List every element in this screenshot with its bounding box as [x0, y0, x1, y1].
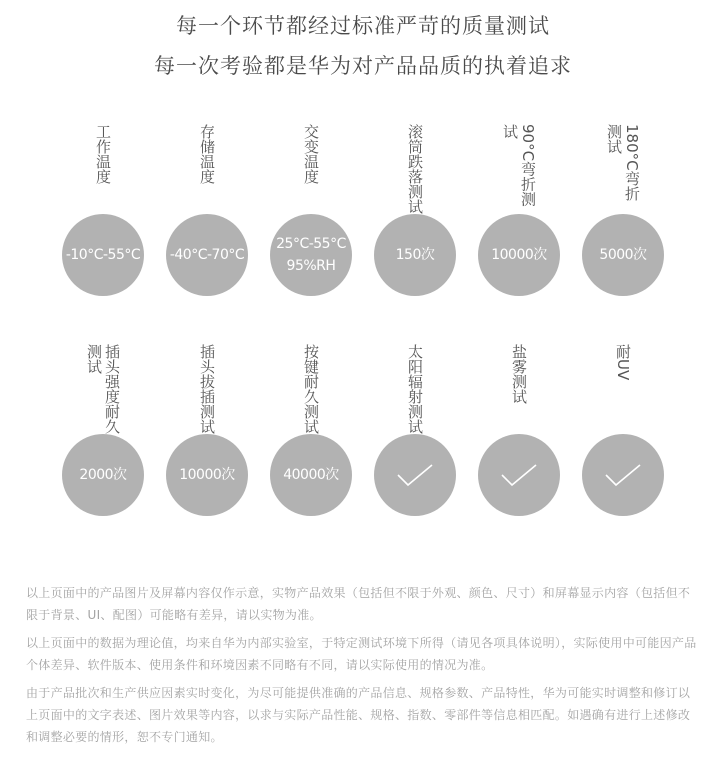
test-label: 太阳辐射测试 — [406, 344, 424, 434]
test-value: 10000次 — [491, 247, 547, 263]
test-item-90-bend — [474, 124, 564, 304]
test-item-180-bend — [578, 124, 668, 304]
test-value-circle — [478, 214, 560, 296]
test-label: 滚筒跌落测试 — [406, 124, 424, 214]
test-item-solar-radiation — [370, 344, 460, 524]
disclaimer-notes — [26, 582, 702, 754]
test-item-working-temperature — [58, 124, 148, 304]
test-value-circle — [270, 214, 352, 296]
check-icon — [499, 455, 539, 495]
test-item-plug-insertion — [162, 344, 252, 524]
test-value-circle — [478, 434, 560, 516]
test-value-circle — [582, 434, 664, 516]
test-value: 2000次 — [79, 467, 127, 483]
test-label: 180°C弯折测试 — [605, 124, 641, 201]
test-item-alternating-temperature — [266, 124, 356, 304]
test-value-circle — [582, 214, 664, 296]
test-value: -40°C-70°C — [169, 247, 245, 263]
test-item-tumble-drop — [370, 124, 460, 304]
test-label: 盐雾测试 — [510, 344, 528, 404]
test-value-line-1: 25°C-55°C — [276, 236, 346, 252]
headline-primary: 每一个环节都经过标准严苛的质量测试 — [176, 14, 550, 38]
test-label: 按键耐久测试 — [302, 344, 320, 434]
test-label: 耐UV — [614, 344, 632, 381]
test-item-salt-spray — [474, 344, 564, 524]
test-label: 交变温度 — [302, 124, 320, 184]
test-value-circle — [270, 434, 352, 516]
test-value: 5000次 — [599, 247, 647, 263]
test-value-circle — [62, 434, 144, 516]
test-item-uv-resistance — [578, 344, 668, 524]
test-value: -10°C-55°C — [65, 247, 141, 263]
headline-secondary: 每一次考验都是华为对产品品质的执着追求 — [154, 54, 572, 78]
test-item-storage-temperature — [162, 124, 252, 304]
check-icon — [603, 455, 643, 495]
disclaimer-note-data: 以上页面中的数据为理论值，均来自华为内部实验室，于特定测试环境下所得（请见各项具体说明），实际使用中可能因产品个体差异、软件版本、使用条件和环境因素不同略有不同，请以实际使用的情况为准。 — [26, 636, 697, 672]
test-value-circle — [166, 434, 248, 516]
test-label: 插头拔插测试 — [198, 344, 216, 434]
test-label: 90°C弯折测试 — [501, 124, 537, 207]
test-value: 150次 — [395, 247, 435, 263]
test-value-circle — [374, 434, 456, 516]
test-value-line-2: 95%RH — [286, 258, 336, 274]
test-value-circle — [374, 214, 456, 296]
test-item-button-durability — [266, 344, 356, 524]
test-item-plug-strength — [58, 344, 148, 524]
check-icon — [395, 455, 435, 495]
test-value: 10000次 — [179, 467, 235, 483]
disclaimer-note-images: 以上页面中的产品图片及屏幕内容仅作示意，实物产品效果（包括但不限于外观、颜色、尺寸）和屏幕显示内容（包括但不限于背景、UI、配图）可能略有差异，请以实物为准。 — [26, 586, 691, 622]
test-label: 工作温度 — [94, 124, 112, 184]
test-value: 40000次 — [283, 467, 339, 483]
test-value-circle — [166, 214, 248, 296]
test-value-circle — [62, 214, 144, 296]
test-label: 插头强度耐久测试 — [85, 344, 121, 434]
disclaimer-note-changes: 由于产品批次和生产供应因素实时变化，为尽可能提供准确的产品信息、规格参数、产品特性，华为可能实时调整和修订以上页面中的文字表述、图片效果等内容，以求与实际产品性能、规格、指数、零部件等信息相匹配。如遇确有进行上述修改和调整必要的情形，恕不专门通知。 — [26, 686, 691, 744]
test-label: 存储温度 — [198, 124, 216, 184]
